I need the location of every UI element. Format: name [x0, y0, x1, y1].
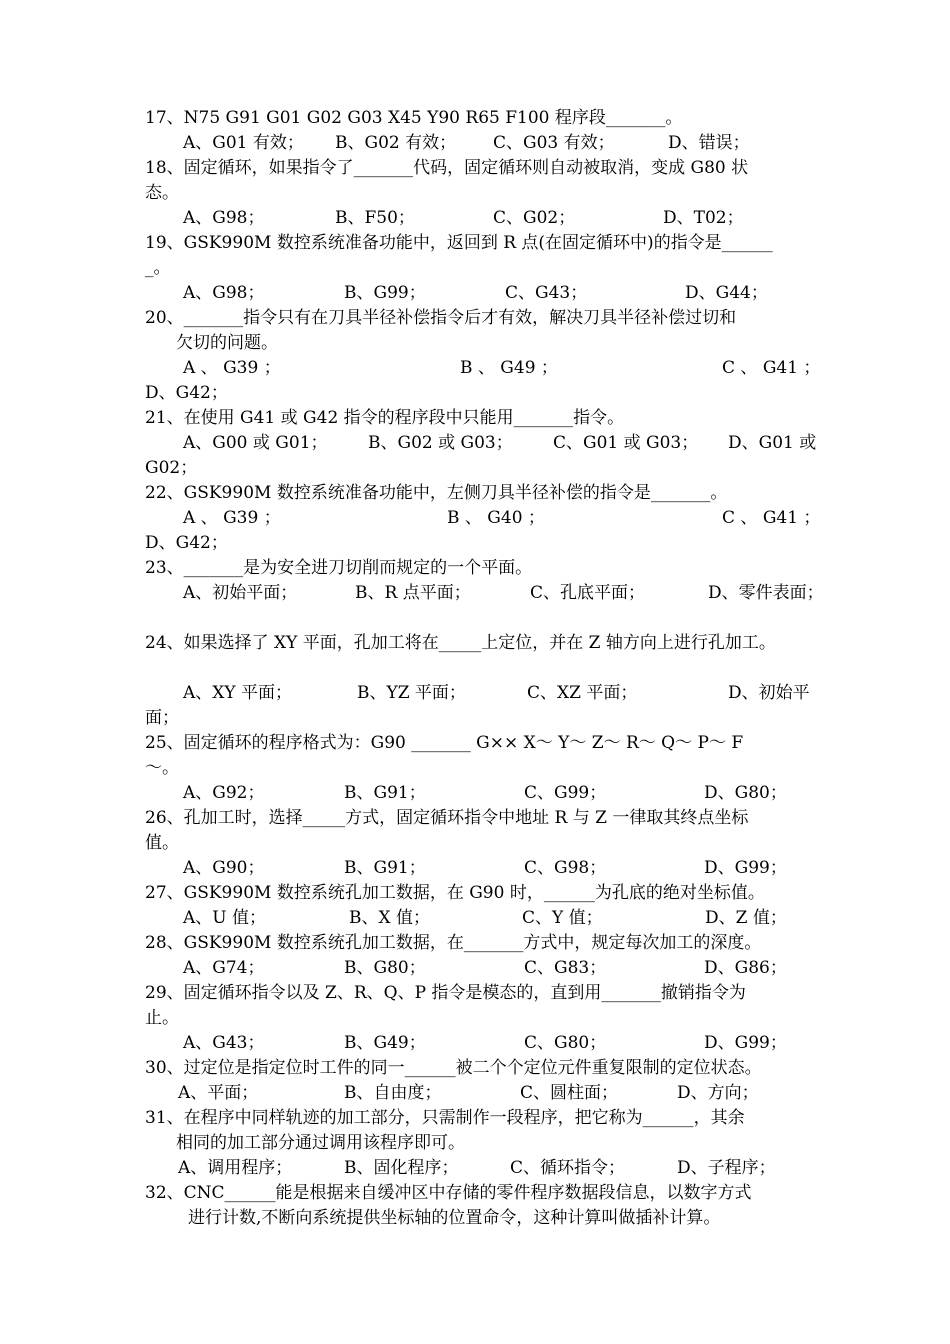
q23-option-b: B、R 点平面； — [355, 583, 471, 603]
q22-option-b: B 、 G40 ； — [447, 508, 545, 528]
q21-option-d-cont: G02； — [145, 458, 198, 478]
question-22-text: 22、GSK990M 数控系统准备功能中，左侧刀具半径补偿的指令是_______。 — [145, 483, 728, 503]
q20-option-b: B 、 G49 ； — [460, 358, 558, 378]
q24-option-d-cont: 面； — [145, 708, 179, 728]
q20-option-c: C 、 G41 ； — [722, 358, 821, 378]
q19-option-c: C、G43； — [505, 283, 588, 303]
q27-option-b: B、X 值； — [349, 908, 430, 928]
q31-option-c: C、循环指令； — [510, 1158, 626, 1178]
q17-option-d: D、错误； — [668, 133, 750, 153]
q30-option-d: D、方向； — [677, 1083, 759, 1103]
question-31-text-cont: 相同的加工部分通过调用该程序即可。 — [176, 1133, 465, 1153]
question-18-text-cont: 态。 — [145, 183, 179, 203]
question-21-text: 21、在使用 G41 或 G42 指令的程序段中只能用_______指令。 — [145, 408, 625, 428]
q30-option-c: C、圆柱面； — [520, 1083, 619, 1103]
question-30-text: 30、过定位是指定位时工件的同一______被二个个定位元件重复限制的定位状态。 — [145, 1058, 762, 1078]
q19-option-d: D、G44； — [685, 283, 768, 303]
question-25-text-cont: ～。 — [145, 758, 179, 778]
q31-option-d: D、子程序； — [677, 1158, 776, 1178]
q21-option-a: A、G00 或 G01； — [183, 433, 328, 453]
q25-option-d: D、G80； — [704, 783, 787, 803]
q28-option-a: A、G74； — [183, 958, 265, 978]
question-27-text: 27、GSK990M 数控系统孔加工数据，在 G90 时，______为孔底的绝对坐标值。 — [145, 883, 765, 903]
question-29-text: 29、固定循环指令以及 Z、R、Q、P 指令是模态的，直到用_______撤销指令为 — [145, 983, 746, 1003]
q24-option-c: C、XZ 平面； — [527, 683, 638, 703]
question-32-text-cont: 进行计数,不断向系统提供坐标轴的位置命令，这种计算叫做插补计算。 — [188, 1208, 721, 1228]
q19-option-b: B、G99； — [344, 283, 426, 303]
q26-option-b: B、G91； — [344, 858, 426, 878]
q22-option-c: C 、 G41 ； — [722, 508, 821, 528]
question-26-text: 26、孔加工时，选择_____方式，固定循环指令中地址 R 与 Z 一律取其终点坐标 — [145, 808, 749, 828]
q28-option-d: D、G86； — [704, 958, 787, 978]
q25-option-c: C、G99； — [524, 783, 607, 803]
q28-option-b: B、G80； — [344, 958, 426, 978]
question-20-text: 20、_______指令只有在刀具半径补偿指令后才有效，解决刀具半径补偿过切和 — [145, 308, 737, 328]
question-24-text: 24、如果选择了 XY 平面，孔加工将在_____上定位，并在 Z 轴方向上进行孔加工。 — [145, 633, 776, 653]
q21-option-b: B、G02 或 G03； — [368, 433, 513, 453]
q17-option-c: C、G03 有效； — [493, 133, 615, 153]
q22-option-a: A 、 G39 ； — [183, 508, 281, 528]
q26-option-a: A、G90； — [183, 858, 265, 878]
q18-option-b: B、F50； — [335, 208, 415, 228]
q24-option-b: B、YZ 平面； — [357, 683, 466, 703]
q26-option-d: D、G99； — [704, 858, 787, 878]
q23-option-c: C、孔底平面； — [530, 583, 646, 603]
q20-option-d: D、G42； — [145, 383, 228, 403]
q29-option-a: A、G43； — [183, 1033, 265, 1053]
q29-option-d: D、G99； — [704, 1033, 787, 1053]
q23-option-d: D、零件表面； — [708, 583, 824, 603]
q30-option-b: B、自由度； — [344, 1083, 442, 1103]
q24-option-d: D、初始平 — [728, 683, 810, 703]
q18-option-d: D、T02； — [663, 208, 744, 228]
q30-option-a: A、平面； — [178, 1083, 259, 1103]
question-20-text-cont: 欠切的问题。 — [176, 333, 278, 353]
q21-option-d: D、G01 或 — [728, 433, 817, 453]
q21-option-c: C、G01 或 G03； — [553, 433, 699, 453]
q25-option-a: A、G92； — [183, 783, 265, 803]
q31-option-b: B、固化程序； — [344, 1158, 459, 1178]
q20-option-a: A 、 G39 ； — [183, 358, 281, 378]
question-18-text: 18、固定循环，如果指令了_______代码，固定循环则自动被取消，变成 G80 状 — [145, 158, 749, 178]
question-31-text: 31、在程序中同样轨迹的加工部分，只需制作一段程序，把它称为______，其余 — [145, 1108, 745, 1128]
question-19-text-cont: _。 — [145, 258, 171, 278]
q17-option-a: A、G01 有效； — [183, 133, 304, 153]
q27-option-a: A、U 值； — [183, 908, 267, 928]
q23-option-a: A、初始平面； — [183, 583, 298, 603]
q27-option-d: D、Z 值； — [705, 908, 787, 928]
q18-option-a: A、G98； — [183, 208, 265, 228]
question-23-text: 23、_______是为安全进刀切削而规定的一个平面。 — [145, 558, 533, 578]
q19-option-a: A、G98； — [183, 283, 265, 303]
q28-option-c: C、G83； — [524, 958, 607, 978]
q29-option-b: B、G49； — [344, 1033, 426, 1053]
q25-option-b: B、G91； — [344, 783, 426, 803]
question-25-text: 25、固定循环的程序格式为：G90 _______ G×× X～ Y～ Z～ R～ Q～ P～ F — [145, 733, 744, 753]
q17-option-b: B、G02 有效； — [335, 133, 457, 153]
q18-option-c: C、G02； — [493, 208, 576, 228]
question-32-text: 32、CNC______能是根据来自缓冲区中存储的零件程序数据段信息，以数字方式 — [145, 1183, 752, 1203]
question-28-text: 28、GSK990M 数控系统孔加工数据，在_______方式中，规定每次加工的深度。 — [145, 933, 762, 953]
q22-option-d: D、G42； — [145, 533, 228, 553]
question-26-text-cont: 值。 — [145, 833, 179, 853]
question-19-text: 19、GSK990M 数控系统准备功能中，返回到 R 点(在固定循环中)的指令是______ — [145, 233, 773, 253]
q26-option-c: C、G98； — [524, 858, 607, 878]
q27-option-c: C、Y 值； — [522, 908, 603, 928]
q29-option-c: C、G80； — [524, 1033, 607, 1053]
question-29-text-cont: 止。 — [145, 1008, 179, 1028]
q24-option-a: A、XY 平面； — [183, 683, 293, 703]
q31-option-a: A、调用程序； — [178, 1158, 293, 1178]
question-17-text: 17、N75 G91 G01 G02 G03 X45 Y90 R65 F100 程序段_______。 — [145, 108, 683, 128]
